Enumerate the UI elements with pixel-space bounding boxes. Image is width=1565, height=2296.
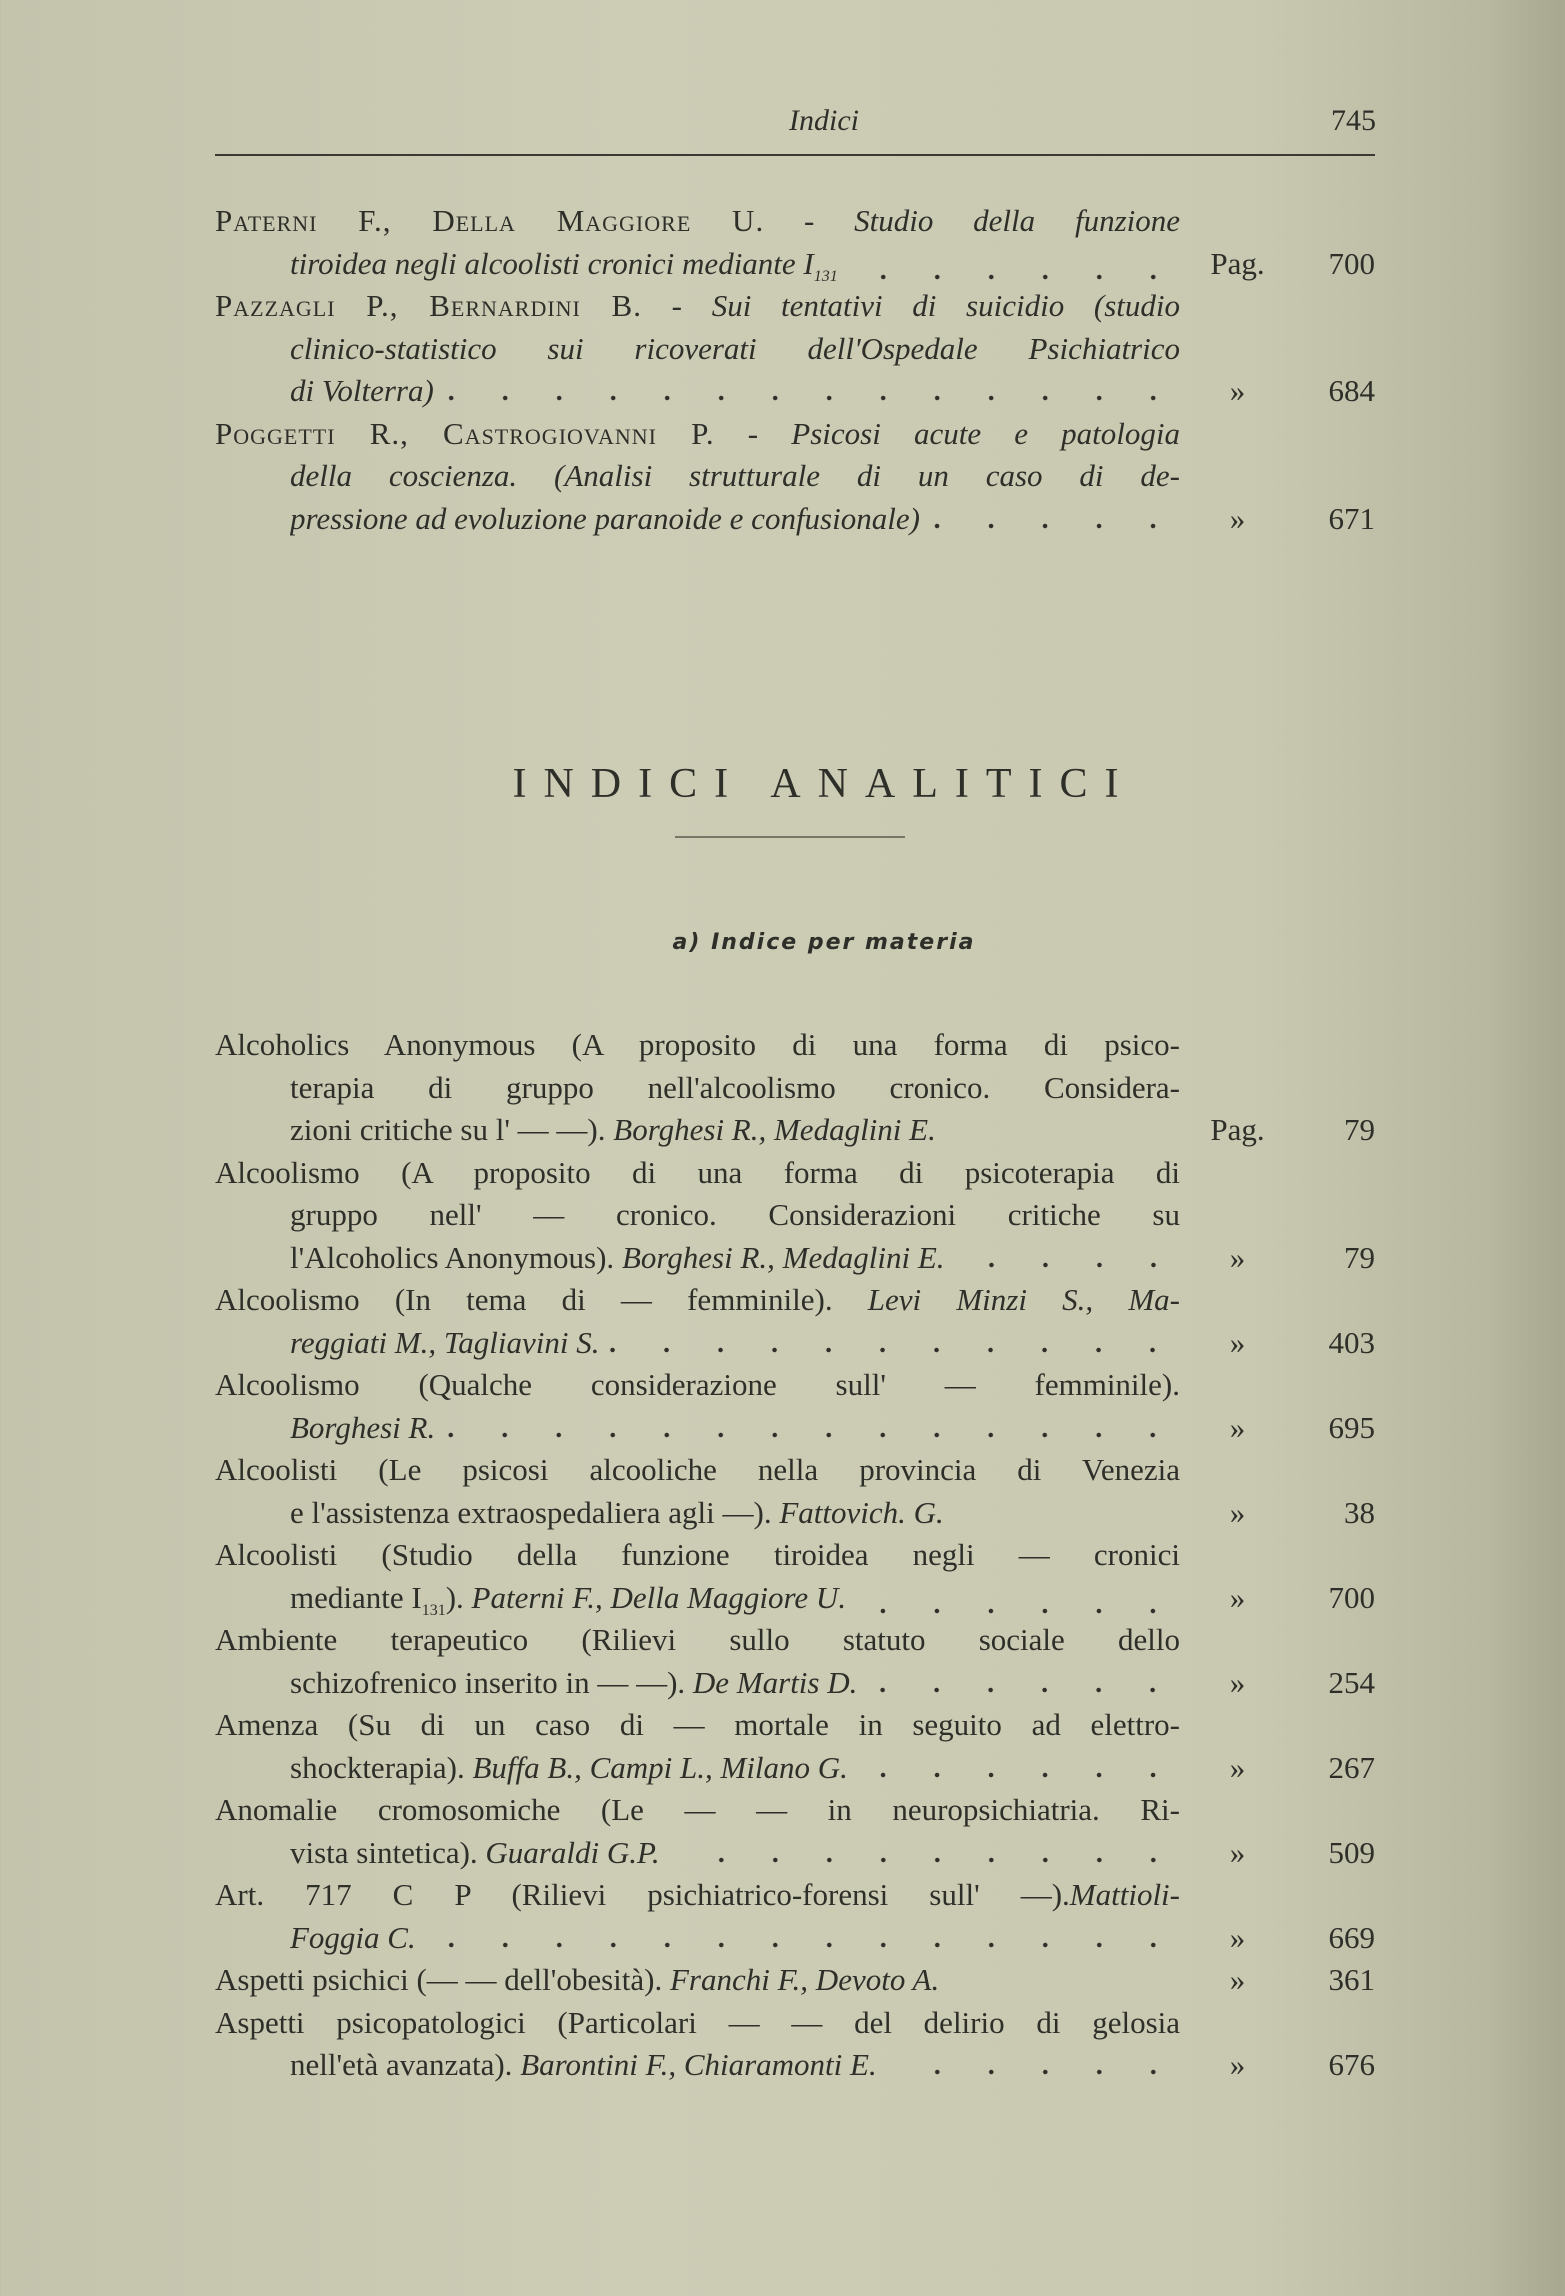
index-entry: [215, 1279, 1375, 1364]
author-names: Borghesi R., Medaglini E.: [621, 1239, 945, 1275]
page-ref-label: »: [1229, 1579, 1246, 1615]
entry-line: [215, 1449, 1375, 1492]
entry-text: [290, 1322, 1180, 1365]
entry-text: [215, 285, 1180, 328]
entry-phrase: Art. 717 C P (Rilievi psichiatrico-forensi sull' —).: [215, 1877, 1070, 1912]
page-ref-number: 254: [1328, 1664, 1375, 1700]
entry-phrase: Alcoolismo (In tema di — femminile).: [215, 1282, 868, 1317]
entry-text: [290, 1194, 1180, 1237]
section-divider: [675, 836, 905, 838]
entry-text-body: [215, 1959, 939, 2002]
entry-phrase: -: [764, 203, 855, 238]
author-names: Franchi F., Devoto A.: [670, 1962, 940, 1997]
page-number: 745: [1331, 104, 1376, 137]
entry-text-body: [290, 1917, 416, 1960]
index-entry: [215, 2002, 1375, 2087]
entry-text-body: [290, 1237, 945, 1280]
entry-line: [215, 1959, 1375, 2002]
entry-phrase: ).: [445, 1579, 472, 1615]
entry-text-body: [215, 2005, 1180, 2040]
running-header-title: Indici: [789, 104, 859, 137]
author-names: tiroidea negli alcoolisti cronici mediante I: [290, 245, 814, 281]
entry-line: [215, 243, 1375, 286]
entry-line: [215, 1832, 1375, 1875]
entry-text: [290, 1832, 1180, 1875]
entry-phrase: 131: [421, 1601, 446, 1619]
author-names: Guaraldi G.P.: [485, 1834, 660, 1870]
authors-index-list: [215, 200, 1375, 540]
entry-text: [215, 200, 1180, 243]
entry-text-body: [290, 370, 434, 413]
entry-text-body: [215, 203, 1180, 238]
entry-text-body: [290, 1662, 857, 1705]
entry-text-body: [215, 1027, 1180, 1062]
entry-text: [215, 1789, 1180, 1832]
index-entry: [215, 1959, 1375, 2002]
entry-phrase: -: [642, 288, 712, 323]
entry-line: [215, 1024, 1375, 1067]
entry-phrase: l'Alcoholics Anonymous).: [290, 1239, 622, 1275]
author-names: Foggia C.: [290, 1919, 416, 1955]
entry-phrase: mediante I: [290, 1579, 422, 1615]
entry-phrase: terapia di gruppo nell'alcoolismo cronico. Considera-: [290, 1069, 1180, 1105]
author-names: Paterni F., Della Maggiore U.: [471, 1579, 847, 1615]
entry-line: [215, 1577, 1375, 1620]
index-entry: [215, 1704, 1375, 1789]
entry-text: [215, 1534, 1180, 1577]
dot-leader: [670, 1855, 1180, 1865]
entry-text-body: [290, 1322, 599, 1365]
index-entry: [215, 1449, 1375, 1534]
entry-line: [215, 1874, 1375, 1917]
index-entry: [215, 1789, 1375, 1874]
entry-line: [215, 1747, 1375, 1790]
page-ref-number: 509: [1328, 1834, 1375, 1870]
index-entry: [215, 285, 1375, 413]
entry-phrase: Alcoolismo (A proposito di una forma di psicoterapia di: [215, 1154, 1180, 1190]
author-names: Borghesi R., Medaglini E.: [613, 1112, 936, 1147]
entry-line: [215, 2044, 1375, 2087]
entry-text-body: [215, 1452, 1180, 1487]
entry-line: [215, 1619, 1375, 1662]
author-names: 131: [813, 267, 838, 285]
entry-text: [290, 370, 1180, 413]
page-ref-label: »: [1229, 373, 1246, 408]
dot-leader: [848, 272, 1180, 282]
page-ref-label: »: [1229, 1239, 1246, 1275]
author-names: Buffa B., Campi L., Milano G.: [472, 1749, 848, 1785]
author-names: De Martis D.: [692, 1664, 858, 1700]
index-entry: [215, 413, 1375, 541]
entry-line: [215, 1492, 1375, 1535]
entry-line: [215, 1789, 1375, 1832]
entry-phrase: zioni critiche su l' — —).: [290, 1112, 614, 1147]
page-ref-number: 267: [1328, 1749, 1375, 1785]
entry-text-body: [290, 1407, 435, 1450]
dot-leader: [856, 1606, 1180, 1616]
entry-text: [290, 1067, 1180, 1110]
entry-line: [215, 1704, 1375, 1747]
dot-leader: [930, 521, 1180, 531]
section-title: INDICI ANALITICI: [512, 761, 1136, 807]
entry-text: [290, 2044, 1180, 2087]
entry-phrase: vista sintetica).: [290, 1834, 486, 1870]
page-ref-label: »: [1229, 500, 1246, 536]
entry-text: [290, 1109, 1180, 1152]
entry-phrase: Alcoholics Anonymous (A proposito di una forma di psico-: [215, 1027, 1180, 1062]
entry-text: [290, 1407, 1180, 1450]
page-ref-number: 700: [1328, 245, 1375, 281]
page-ref-label: Pag.: [1210, 245, 1265, 281]
entry-line: [215, 370, 1375, 413]
subsection-title: a) Indice per materia: [672, 930, 976, 955]
dot-leader: [444, 393, 1180, 403]
page-ref-number: 79: [1344, 1239, 1375, 1275]
entry-text: [290, 1492, 1180, 1535]
header-rule: [215, 154, 1375, 156]
entry-text-body: [215, 416, 1180, 451]
entry-text: [215, 1364, 1180, 1407]
entry-line: [215, 285, 1375, 328]
index-entry: [215, 1152, 1375, 1280]
dot-leader: [858, 1770, 1180, 1780]
entry-text: [290, 1747, 1180, 1790]
entry-text: [215, 1704, 1180, 1747]
page-ref-number: 79: [1344, 1112, 1375, 1147]
dot-leader: [955, 1260, 1180, 1270]
author-names: Studio della funzione: [854, 203, 1180, 238]
entry-text-body: [290, 1197, 1180, 1232]
entry-text-body: [215, 1537, 1180, 1572]
page-ref-label: »: [1229, 1919, 1246, 1955]
author-names: Borghesi R.: [290, 1409, 436, 1445]
entry-phrase: e l'assistenza extraospedaliera agli —).: [290, 1494, 780, 1530]
entry-text: [290, 455, 1180, 498]
index-entry: [215, 200, 1375, 285]
entry-line: [215, 1152, 1375, 1195]
page-ref-number: 403: [1328, 1324, 1375, 1360]
entry-phrase: Anomalie cromosomiche (Le — — in neuropsichiatria. Ri-: [215, 1792, 1180, 1827]
entry-phrase: Paterni F., Della Maggiore U.: [215, 203, 765, 238]
entry-line: [215, 1407, 1375, 1450]
author-names: Sui tentativi di suicidio (studio: [711, 288, 1180, 323]
entry-line: [215, 1237, 1375, 1280]
entry-text: [215, 1959, 1180, 2002]
index-entry: [215, 1534, 1375, 1619]
entry-text-body: [215, 1622, 1180, 1657]
index-entry: [215, 1364, 1375, 1449]
entry-text-body: [290, 1832, 660, 1875]
page-ref-number: 669: [1328, 1919, 1375, 1955]
author-names: pressione ad evoluzione paranoide e confusionale): [290, 500, 920, 536]
author-names: Fattovich. G.: [779, 1494, 944, 1530]
entry-phrase: nell'età avanzata).: [290, 2047, 521, 2082]
author-names: clinico-statistico sui ricoverati dell'Ospedale Psichiatrico: [290, 330, 1180, 366]
page-ref-number: 38: [1344, 1494, 1375, 1530]
entry-text-body: [215, 1877, 1180, 1912]
author-names: reggiati M., Tagliavini S.: [290, 1324, 600, 1360]
entry-line: [215, 1067, 1375, 1110]
page-ref-label: »: [1229, 1409, 1246, 1445]
entry-text: [215, 1152, 1180, 1195]
page-ref-label: »: [1229, 1664, 1246, 1700]
author-names: Levi Minzi S., Ma-: [867, 1282, 1180, 1317]
entry-line: [215, 200, 1375, 243]
entry-text-body: [290, 1492, 944, 1535]
entry-phrase: Alcoolismo (Qualche considerazione sull' — femminile).: [215, 1367, 1180, 1402]
index-entry: [215, 1619, 1375, 1704]
index-entry: [215, 1874, 1375, 1959]
entry-text-body: [215, 1155, 1180, 1190]
entry-line: [215, 498, 1375, 541]
entry-phrase: Alcoolisti (Le psicosi alcooliche nella provincia di Venezia: [215, 1452, 1180, 1487]
entry-line: [215, 1322, 1375, 1365]
page-ref-number: 361: [1328, 1962, 1375, 1997]
dot-leader: [609, 1345, 1180, 1355]
entry-phrase: Alcoolisti (Studio della funzione tiroidea negli — cronici: [215, 1537, 1180, 1572]
entry-text: [215, 1874, 1180, 1917]
entry-text: [215, 2002, 1180, 2045]
entry-text-body: [215, 1707, 1180, 1742]
entry-text-body: [215, 1282, 1180, 1317]
page-ref-label: »: [1229, 1324, 1246, 1360]
entry-text: [290, 1662, 1180, 1705]
author-names: della coscienza. (Analisi strutturale di un caso di de-: [290, 458, 1180, 493]
dot-leader: [445, 1430, 1180, 1440]
page-ref-label: Pag.: [1210, 1112, 1265, 1147]
entry-text-body: [290, 2044, 877, 2087]
entry-text: [290, 328, 1180, 371]
page-ref-label: »: [1229, 1962, 1246, 1997]
entry-phrase: Amenza (Su di un caso di — mortale in seguito ad elettro-: [215, 1707, 1180, 1742]
dot-leader: [867, 1685, 1180, 1695]
page-ref-number: 695: [1328, 1409, 1375, 1445]
entry-text: [215, 1619, 1180, 1662]
entry-phrase: gruppo nell' — cronico. Considerazioni critiche su: [290, 1197, 1180, 1232]
entry-phrase: Aspetti psicopatologici (Particolari — — del delirio di gelosia: [215, 2004, 1180, 2040]
entry-text: [215, 1024, 1180, 1067]
index-entry: [215, 1024, 1375, 1152]
entry-phrase: schizofrenico inserito in — —).: [290, 1664, 693, 1700]
entry-line: [215, 1917, 1375, 1960]
entry-phrase: -: [714, 415, 792, 451]
entry-phrase: Poggetti R., Castrogiovanni P.: [215, 415, 715, 451]
entry-text: [290, 498, 1180, 541]
page-ref-number: 671: [1328, 500, 1375, 536]
entry-text-body: [215, 288, 1180, 323]
entry-line: [215, 1279, 1375, 1322]
entry-text-body: [290, 1747, 848, 1790]
entry-phrase: shockterapia).: [290, 1749, 473, 1785]
entry-line: [215, 1194, 1375, 1237]
author-names: di Volterra): [290, 373, 434, 408]
entry-text: [290, 1917, 1180, 1960]
entry-text-body: [215, 1367, 1180, 1402]
page-ref-label: »: [1229, 1749, 1246, 1785]
entry-line: [215, 413, 1375, 456]
entry-text: [215, 1449, 1180, 1492]
author-names: Mattioli-: [1069, 1877, 1180, 1912]
author-names: Psicosi acute e patologia: [791, 415, 1180, 451]
entry-text-body: [290, 458, 1180, 493]
entry-line: [215, 455, 1375, 498]
page-ref-label: »: [1229, 1494, 1246, 1530]
entry-line: [215, 2002, 1375, 2045]
entry-line: [215, 1109, 1375, 1152]
entry-text: [215, 1279, 1180, 1322]
dot-leader: [426, 1940, 1180, 1950]
page-ref-number: 676: [1328, 2047, 1375, 2082]
entry-text-body: [290, 331, 1180, 366]
entry-text-body: [290, 1070, 1180, 1105]
dot-leader: [887, 2067, 1180, 2077]
page-ref-label: »: [1229, 1834, 1246, 1870]
entry-text-body: [290, 1109, 936, 1152]
entry-text: [290, 1237, 1180, 1280]
page-ref-number: 684: [1328, 373, 1375, 408]
entry-line: [215, 1364, 1375, 1407]
entry-text: [215, 413, 1180, 456]
page-ref-label: »: [1229, 2047, 1246, 2082]
entry-line: [215, 1534, 1375, 1577]
page-ref-number: 700: [1328, 1579, 1375, 1615]
entry-line: [215, 1662, 1375, 1705]
entry-phrase: Pazzagli P., Bernardini B.: [215, 288, 642, 323]
entry-text-body: [290, 498, 920, 541]
entry-text-body: [215, 1792, 1180, 1827]
entry-line: [215, 328, 1375, 371]
author-names: Barontini F., Chiaramonti E.: [520, 2047, 877, 2082]
subject-index-list: [215, 1024, 1375, 2087]
entry-phrase: Ambiente terapeutico (Rilievi sullo statuto sociale dello: [215, 1622, 1180, 1657]
entry-phrase: Aspetti psichici (— — dell'obesità).: [215, 1962, 670, 1997]
